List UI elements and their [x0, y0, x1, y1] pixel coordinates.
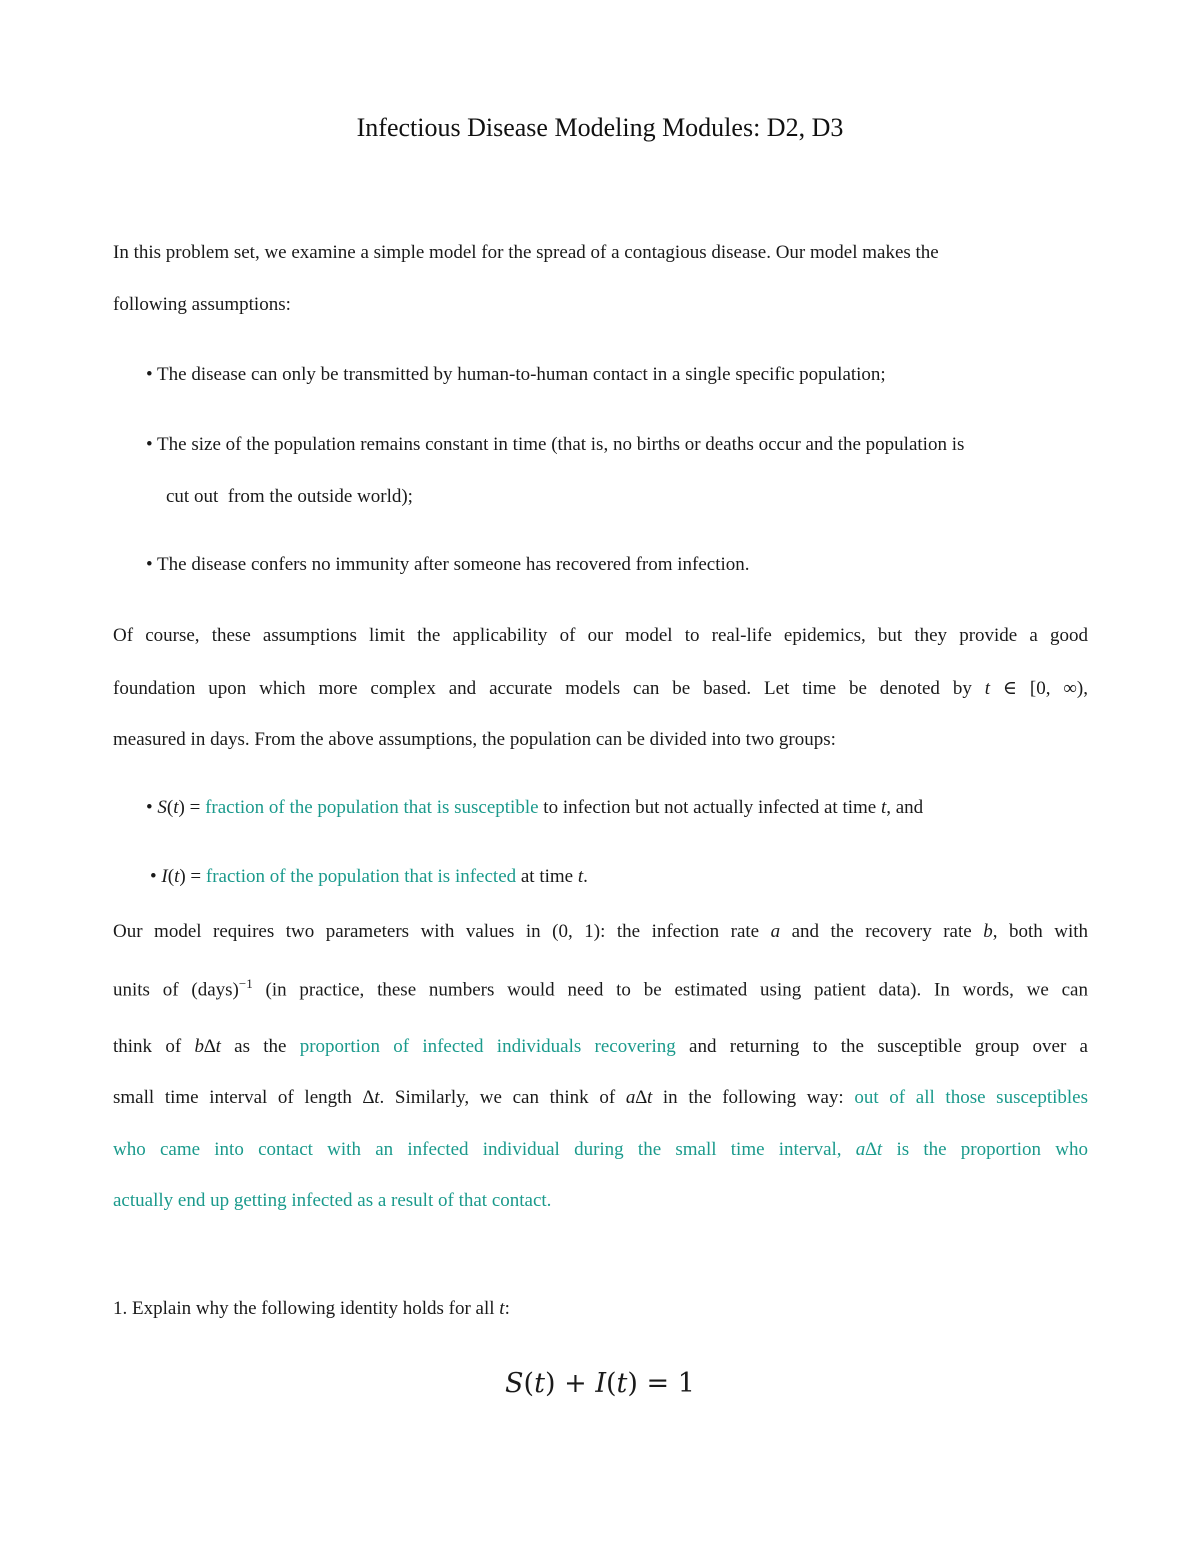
para3-line-2 [113, 976, 1088, 1001]
bullet: • [146, 797, 158, 818]
para2-line-1: Of course, these assumptions limit the applicability of our model to real-life epidemics, but they provide a good [113, 625, 1088, 646]
exponent: −1 [238, 976, 253, 991]
var-a-delta-t: a∆t [625, 1087, 653, 1108]
para3-line-1-text: Our model requires two parameters with values in (0, 1): the infection rate [113, 921, 771, 942]
para3-line-6: actually end up getting infected as a result of that contact. [113, 1190, 552, 1211]
para2-line-2-interval: ∈ [0, ∞), [990, 678, 1089, 699]
var-a: a [770, 921, 781, 942]
question-1 [113, 1298, 510, 1320]
para2-line-2-text: foundation upon which more complex and accurate models can be based. Let time be denoted by [113, 678, 985, 699]
var-t: t [374, 1087, 380, 1108]
question-1-colon: : [504, 1298, 510, 1319]
eq-equals: = [646, 1368, 670, 1399]
identity-equation: S(t) + I(t) = 1 [505, 1368, 695, 1399]
eq-plus: + [564, 1368, 587, 1399]
para2-line-2 [113, 677, 1088, 700]
eq-t2: t [616, 1368, 628, 1399]
var-S: S [157, 797, 167, 818]
intro-line-2: following assumptions: [113, 294, 291, 315]
group-i-rest: at time [516, 866, 578, 887]
var-t: t [984, 678, 991, 699]
eq-t1: t [534, 1368, 545, 1399]
para3-line-3-rest: and returning to the susceptible group over a [675, 1036, 1088, 1057]
var-b: b [983, 921, 993, 942]
para3-line-3 [113, 1036, 1088, 1058]
para3-line-3-mid: as the [220, 1036, 300, 1057]
var-t: t [499, 1298, 505, 1319]
para3-line-5-rest: is the proportion who [882, 1139, 1088, 1160]
para3-line-4-mid: . Similarly, we can think of [379, 1087, 626, 1108]
highlight-recovering: proportion of infected individuals recovering [299, 1036, 676, 1057]
var-t: t [880, 797, 887, 818]
var-t: t [174, 866, 180, 887]
group-infected [150, 866, 588, 888]
para3-line-3-text: think of [113, 1036, 195, 1057]
var-a-delta-t: a∆t [855, 1139, 883, 1160]
assumption-3: • The disease confers no immunity after someone has recovered from infection. [146, 554, 750, 575]
para3-line-4 [113, 1087, 1088, 1109]
group-s-end: , and [886, 797, 924, 818]
group-i-end: . [583, 866, 588, 887]
var-b-delta-t: b∆t [194, 1036, 221, 1057]
assumption-2-line-2: cut out from the outside world); [166, 486, 413, 507]
assumption-1: • The disease can only be transmitted by human-to-human contact in a single specific population; [146, 364, 886, 385]
bullet: • [150, 866, 162, 887]
para3-line-4-text: small time interval of length ∆ [113, 1087, 375, 1108]
intro-line-1: In this problem set, we examine a simple model for the spread of a contagious disease. Our model makes the [113, 242, 939, 263]
eq-S: S [505, 1368, 524, 1399]
document-title: Infectious Disease Modeling Modules: D2, D3 [356, 113, 844, 142]
para3-line-1-end: , both with [992, 921, 1088, 942]
var-t: t [577, 866, 584, 887]
para3-line-2-rest: (in practice, these numbers would need to be estimated using patient data). In words, we can [252, 979, 1088, 1001]
group-s-rest: to infection but not actually infected at time [538, 797, 881, 818]
var-t: t [173, 797, 179, 818]
para3-line-5-text: who came into contact with an infected individual during the small time interval, [113, 1139, 856, 1160]
paren: ( [167, 866, 175, 887]
para3-line-5 [113, 1139, 1088, 1161]
var-I: I [161, 866, 168, 887]
para3-line-1-mid: and the recovery rate [780, 921, 984, 942]
highlight-susceptible: fraction of the population that is susceptible [205, 797, 539, 818]
eq-one: 1 [677, 1368, 695, 1399]
para3-line-2-text: units of (days) [113, 979, 239, 1001]
question-1-text: 1. Explain why the following identity holds for all [113, 1298, 500, 1319]
paren-equals: ) = [179, 866, 206, 887]
para2-line-3: measured in days. From the above assumptions, the population can be divided into two groups: [113, 729, 836, 750]
group-susceptible [146, 797, 923, 819]
assumption-2-line-1: • The size of the population remains constant in time (that is, no births or deaths occur and the population is [146, 434, 965, 455]
eq-I: I [595, 1368, 606, 1399]
para3-line-4-post: in the following way: [652, 1087, 855, 1108]
paren: ( [166, 797, 174, 818]
paren-equals: ) = [178, 797, 206, 818]
para3-line-1 [113, 921, 1088, 943]
highlight-infected: fraction of the population that is infected [205, 866, 517, 887]
highlight-susceptibles: out of all those susceptibles [854, 1087, 1088, 1108]
